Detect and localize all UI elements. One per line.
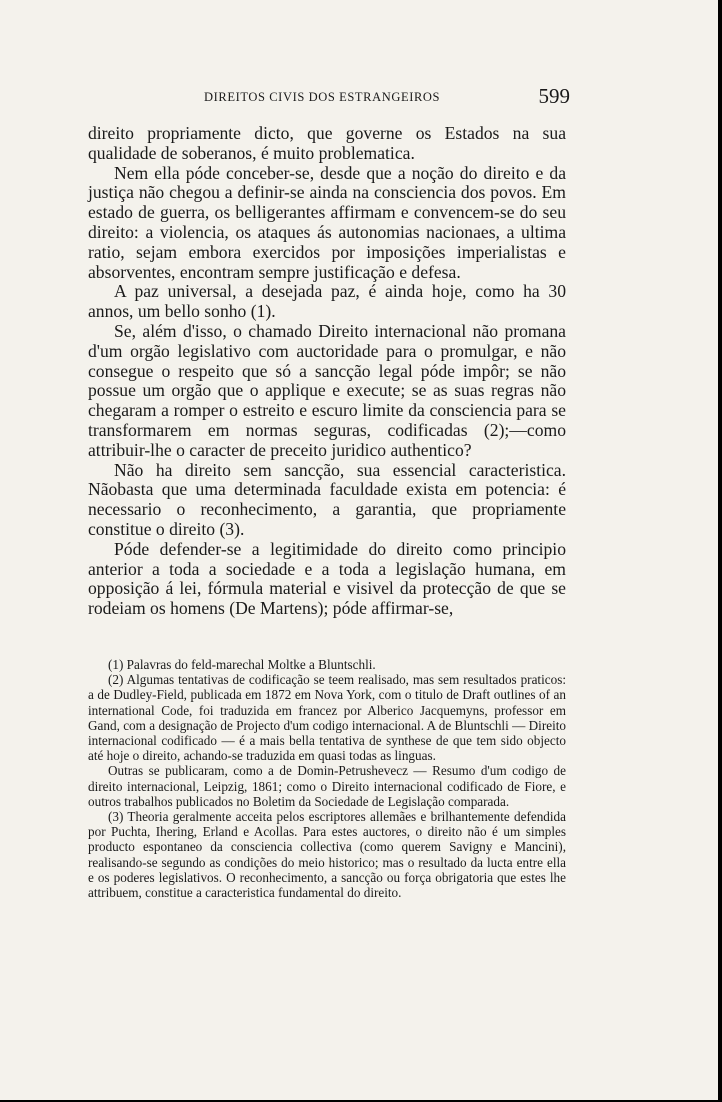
paragraph: Não ha direito sem sancção, sua essencial caracteristica. Nãobasta que uma determinada faculdade exista em potencia: é necessario o reconhecimento, a garantia, que propriamente constitue o direito (3). (88, 459, 566, 539)
paragraph: Póde defender-se a legitimidade do direito como principio anterior a toda a sociedade e a toda a legislação humana, em opposição á lei, fórmula material e visivel da protecção de que se rodeiam os homens (De Martens); póde affirmar-se, (88, 538, 566, 619)
paragraph: direito propriamente dicto, que governe os Estados na sua qualidade de soberanos, é muito problematica. (88, 123, 566, 163)
page-header (90, 86, 570, 110)
footnote-1: (1) Palavras do feld-marechal Moltke a Bluntschli. (108, 657, 376, 672)
page-number: 599 (538, 84, 570, 108)
paragraph: A paz universal, a desejada paz, é ainda hoje, como ha 30 annos, um bello sonho (1). (88, 281, 566, 322)
running-title: DIREITOS CIVIS DOS ESTRANGEIROS (204, 90, 441, 104)
footnote-2: (2) Algumas tentativas de codificação se teem realisado, mas sem resultados praticos: a de Dudley-Field, publicada em 1872 em Nova York, com o titulo de Draft outlines of an international Code, foi traduzida em francez por Alberico Jacquemyns, professor em Gand, com a designação de Projecto d'um codigo internacional. A de Bluntschli — Direito internacional codificado — é a mais bella tentativa de synthese de que tem sido objecto até hoje o direito, achando-se traduzida em quasi todas as linguas. (88, 672, 566, 764)
footnote-2-continued: Outras se publicaram, como a de Domin-Petrushevecz — Resumo d'um codigo de direito internacional, Leipzig, 1861; como o Direito internacional codificado de Fiore, e outros trabalhos publicados no Boletim da Sociedade de Legislação comparada. (88, 763, 566, 809)
main-text (88, 124, 566, 619)
footnote-3: (3) Theoria geralmente acceita pelos escriptores allemães e brilhantemente defendida por Puchta, Ihering, Erland e Acollas. Para estes auctores, o direito não é um simples producto espontaneo da consciencia collectiva (como querem Savigny e Mancini), realisando-se segundo as condições do meio historico; mas o resultado da lucta entre ella e os poderes legislativos. O reconhecimento, a sancção ou força obrigatoria que estes lhe attribuem, constitue a caracteristica fundamental do direito. (88, 809, 566, 901)
paragraph: Se, além d'isso, o chamado Direito internacional não promana d'um orgão legislativo com auctoridade para o promulgar, e não consegue o respeito que só a sancção legal póde impôr; se não possue um orgão que o applique e execute; se as suas regras não chegaram a romper o estreito e escuro limite da consciencia para se transformarem em normas seguras, codificadas (2);—como attribuir-lhe o caracter de preceito juridico authentico? (88, 320, 566, 460)
footnotes (88, 657, 566, 900)
paragraph: Nem ella póde conceber-se, desde que a noção do direito e da justiça não chegou a definir-se ainda na consciencia dos povos. Em estado de guerra, os belligerantes affirmam e convencem-se do seu direito: a violencia, os ataques ás autonomias nacionaes, a ultima ratio, sejam embora exercidos por imposições imperialistas e absorventes, encontram sempre justificação e defesa. (88, 162, 566, 282)
